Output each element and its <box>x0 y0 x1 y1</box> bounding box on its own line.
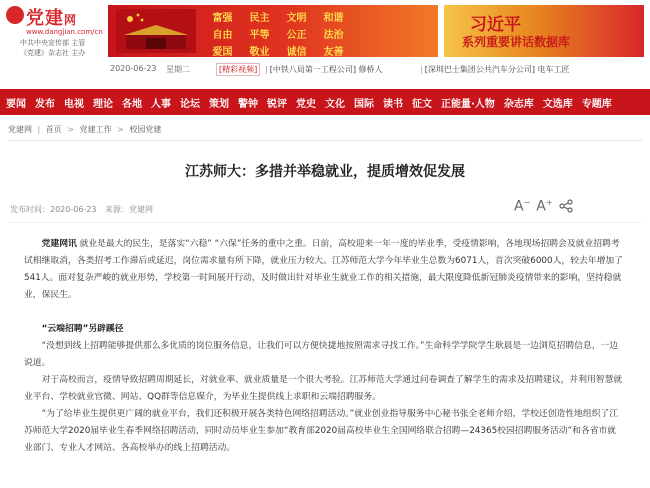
logo-text: 党建网 <box>26 8 78 29</box>
nav-item-forum[interactable]: 论坛 <box>180 98 200 110</box>
breadcrumb-separator: | <box>37 125 41 134</box>
tiananmen-icon <box>116 9 196 53</box>
core-value: 文明 <box>286 13 307 24</box>
core-value: 自由 <box>212 30 233 41</box>
breadcrumb-item[interactable]: 校园党建 <box>129 125 162 134</box>
article-lead: 党建网讯 <box>41 239 77 249</box>
nav-item-party-history[interactable]: 党史 <box>296 98 316 110</box>
breadcrumb-separator: > <box>67 125 75 134</box>
logo-org-line1: 中共中央宣传部 主管 <box>20 39 86 47</box>
nav-item-essays[interactable]: 征文 <box>412 98 432 110</box>
breadcrumb-item[interactable]: 党建网 <box>8 125 32 134</box>
nav-item-news[interactable]: 要闻 <box>6 98 26 110</box>
core-value: 富强 <box>212 13 233 24</box>
article-paragraph: “没想到线上招聘能够提供那么多优质的岗位服务信息，让我们可以方便快捷地按照需求寻找工作。”生命科学学院学生耿晨是一边浏览招聘信息，一边说道。 <box>24 341 619 368</box>
ticker-item[interactable]: | [深圳巴士集团公共汽车分公司] 电车工匠 <box>420 65 570 74</box>
share-icon[interactable] <box>559 199 573 213</box>
nav-item-reading[interactable]: 读书 <box>383 98 403 110</box>
divider <box>8 222 642 223</box>
article-source: 来源：党建网 <box>105 205 154 214</box>
nav-item-culture[interactable]: 文化 <box>325 98 345 110</box>
article-title: 江苏师大：多措并举稳就业，提质增效促发展 <box>185 164 465 180</box>
core-value: 民主 <box>249 13 270 24</box>
nav-item-tv[interactable]: 电视 <box>64 98 84 110</box>
breadcrumb-item[interactable]: 首页 <box>45 125 62 134</box>
news-ticker <box>0 62 650 78</box>
article-paragraph: “为了给毕业生提供更广阔的就业平台，我们还积极开展各类特色网络招聘活动。”就业创业指导服务中心秘书张全老师介绍，学校还创造性地组织了江苏师范大学2020届毕业生春季网络招聘活动，同时动员毕业生参加“教育部2020届高校毕业生全国网络联合招聘—24365校园招聘服务活动”和各省市就业部门、专业人才网站、各高校举办的线上招聘活动。 <box>24 409 619 453</box>
article-tools <box>514 198 573 215</box>
article-paragraph: 党建网讯 就业是最大的民生，是落实“六稳” “六保”任务的重中之重。日前，高校迎来一年一度的毕业季，受疫情影响，各地现场招聘会及就业招聘考试相继取消，各类招考工作滞后或延迟，岗位需求量有所下降，就业压力较大。江苏师范大学今年毕业生总数为6071人，首次突破6000人，较去年增加了541人。面对复杂严峻的就业形势，学校第一时间展开行动，及时做出针对毕业生就业工作的相关措施，最大限度降低新冠肺炎疫情带来的影响，坚持稳就业，保民生。 <box>24 239 623 300</box>
core-value: 爱国 <box>212 47 233 57</box>
nav-item-planning[interactable]: 策划 <box>209 98 229 110</box>
breadcrumb-item[interactable]: 党建工作 <box>79 125 112 134</box>
speech-database-banner[interactable] <box>444 5 644 57</box>
nav-item-commentary[interactable]: 锐评 <box>267 98 287 110</box>
nav-item-regions[interactable]: 各地 <box>122 98 142 110</box>
current-weekday: 星期二 <box>166 65 190 74</box>
speech-database-title: 习近平 <box>470 15 521 35</box>
core-value: 和谐 <box>323 13 344 24</box>
nav-item-international[interactable]: 国际 <box>354 98 374 110</box>
logo-org-line2: 《党建》杂志社 主办 <box>20 49 86 57</box>
nav-item-warning[interactable]: 警钟 <box>238 98 258 110</box>
font-decrease-button[interactable]: A− <box>514 198 531 215</box>
nav-item-positive-energy[interactable]: 正能量·人物 <box>441 98 495 110</box>
nav-item-topics[interactable]: 专题库 <box>581 98 612 110</box>
nav-item-theory[interactable]: 理论 <box>93 98 113 110</box>
speech-database-subtitle: 系列重要讲话数据库 <box>462 35 571 49</box>
core-value: 诚信 <box>286 47 307 57</box>
current-date: 2020-06-23 <box>110 64 157 73</box>
divider <box>8 140 642 141</box>
font-increase-button[interactable]: A+ <box>536 198 553 215</box>
video-tag[interactable]: [精彩视频] <box>216 63 260 76</box>
breadcrumb <box>8 124 161 135</box>
site-header <box>0 0 650 62</box>
article-paragraph: 对于高校而言，疫情导致招聘周期延长，对就业率、就业质量是一个很大考验。江苏师范大学通过问卷调查了解学生的需求及招聘建议，并利用智慧就业平台、学校就业官微、网站、QQ群等信息媒介，为毕业生提供线上求职和云端招聘服务。 <box>24 375 623 402</box>
site-logo[interactable] <box>6 4 102 58</box>
article-body <box>24 236 624 457</box>
core-value: 敬业 <box>249 47 270 57</box>
core-value: 公正 <box>286 30 307 41</box>
nav-item-magazines[interactable]: 杂志库 <box>503 98 534 110</box>
article-meta <box>10 204 159 215</box>
party-emblem-icon <box>6 6 24 24</box>
article-subhead: “云端招聘”另辟蹊径 <box>41 324 124 334</box>
logo-url: www.dangjian.com/cn <box>26 28 103 36</box>
nav-item-personnel[interactable]: 人事 <box>151 98 171 110</box>
core-value: 友善 <box>323 47 344 57</box>
ticker-bullet: | <box>265 65 268 74</box>
nav-item-release[interactable]: 发布 <box>35 98 55 110</box>
breadcrumb-separator: > <box>117 125 124 134</box>
main-nav <box>0 89 650 115</box>
core-values-grid <box>204 9 352 57</box>
core-value: 法治 <box>323 30 344 41</box>
publish-date: 发布时间：2020-06-23 <box>10 205 97 214</box>
core-values-banner[interactable] <box>108 5 438 57</box>
ticker-item[interactable]: | [中铁八局第一工程公司] 修桥人 <box>265 65 383 74</box>
ticker-bullet: | <box>420 65 423 74</box>
nav-item-anthology[interactable]: 文选库 <box>542 98 573 110</box>
core-value: 平等 <box>249 30 270 41</box>
